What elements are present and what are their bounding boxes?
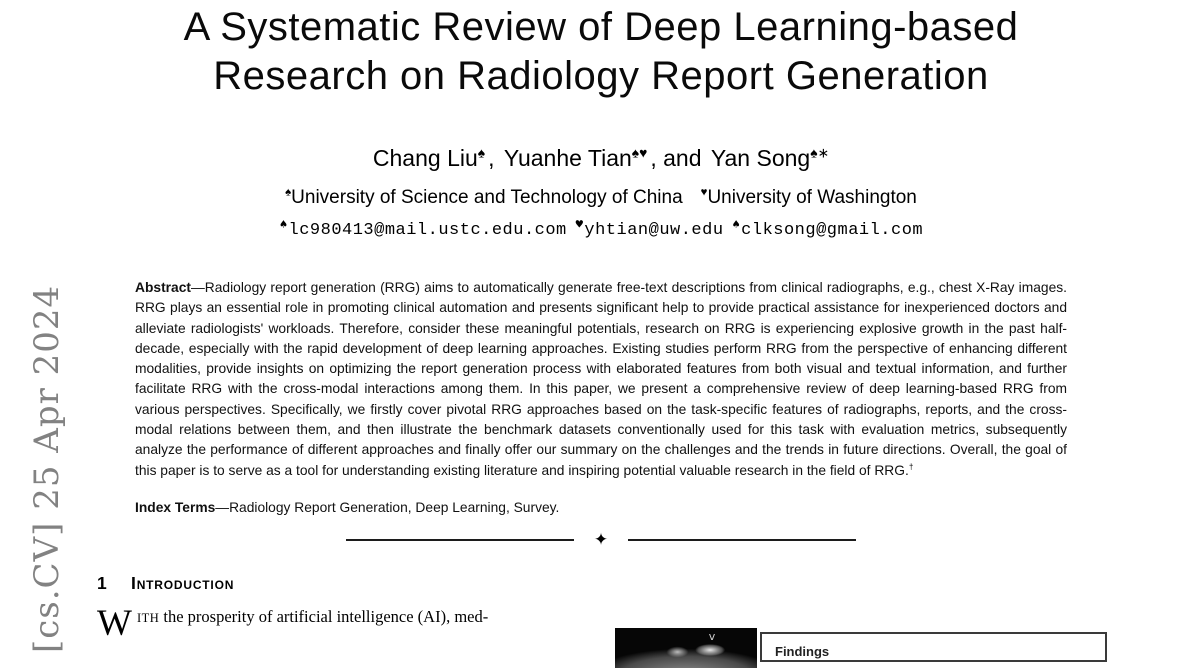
arxiv-watermark: [cs.CV] 25 Apr 2024 xyxy=(27,284,67,653)
intro-smallcaps: ITH xyxy=(136,610,160,625)
paper-title-line1: A Systematic Review of Deep Learning-based xyxy=(183,5,1019,49)
email-2: yhtian@uw.edu xyxy=(584,221,724,240)
findings-report-box xyxy=(760,632,1107,662)
affil-2: University of Washington xyxy=(707,187,917,208)
section-1-heading xyxy=(97,573,584,594)
email-1: lc980413@mail.ustc.edu.com xyxy=(288,221,567,240)
abstract-paragraph xyxy=(135,278,1067,481)
author-3-affil-marks: ♠∗ xyxy=(810,145,830,161)
intro-text: the prosperity of artificial intelligence (AI), med- xyxy=(159,606,489,626)
author-2: Yuanhe Tian xyxy=(503,145,632,171)
chest-xray-image xyxy=(615,628,757,668)
abstract-footnote-mark: † xyxy=(908,462,914,472)
affil-1-mark: ♠ xyxy=(285,186,292,199)
intro-dropcap: W xyxy=(97,602,132,644)
index-terms-line xyxy=(135,498,1067,518)
paper-page xyxy=(97,0,1105,648)
findings-label: Findings xyxy=(775,644,830,659)
abstract-label: Abstract xyxy=(135,280,191,295)
email-3: clksong@gmail.com xyxy=(741,221,924,240)
section-divider xyxy=(97,529,1105,549)
abstract-text: —Radiology report generation (RRG) aims to automatically generate free-text descriptions from clinical radiographs, e.g., chest X-Ray images. RRG plays an essential role in promoting clinical automation and presents significant help to provide practical assistance for inexperienced doctors and alleviate radiologists' workloads. Therefore, consider these meaningful potentials, research on RRG is experiencing explosive growth in the past half-decade, especially with the rapid development of deep learning approaches. Existing studies perform RRG from the perspective of enhancing different modalities, provide insights on optimizing the report generation process with elaborated features from both visual and textual information, and further facilitate RRG with the cross-modal interactions among them. In this paper, we present a comprehensive review of deep learning-based RRG from various perspectives. Specifically, we firstly cover pivotal RRG approaches based on the task-specific features of radiographs, reports, and the cross-modal relations between them, and then illustrate the benchmark datasets conventionally used for this task with evaluation metrics, subsequently analyze the performance of different approaches and finally offer our summary on the challenges and the trends in future directions. Overall, the goal of this paper is to serve as a tool for understanding existing literature and inspiring potential valuable research in the field of RRG. xyxy=(135,280,1067,478)
author-separator: , xyxy=(488,145,501,171)
author-separator: , and xyxy=(650,145,708,171)
email-3-mark: ♠ xyxy=(731,219,742,231)
author-1-affil-marks: ♠ xyxy=(477,145,486,161)
xray-marker: v xyxy=(708,630,716,643)
index-terms-label: Index Terms xyxy=(135,499,216,515)
email-1-mark: ♠ xyxy=(278,219,289,231)
left-column xyxy=(97,572,584,644)
email-2-mark: ♥ xyxy=(574,219,585,231)
author-3: Yan Song xyxy=(710,145,811,171)
paper-title xyxy=(97,3,1105,101)
section-1-number: 1 xyxy=(97,572,108,593)
author-1: Chang Liu xyxy=(372,145,478,171)
author-line xyxy=(97,145,1105,171)
index-terms-text: —Radiology Report Generation, Deep Learning, Survey. xyxy=(215,499,560,515)
section-1-title: Introduction xyxy=(131,572,235,593)
divider-rule-left xyxy=(346,539,574,541)
affil-1: University of Science and Technology of China xyxy=(291,187,683,208)
affil-2-mark: ♥ xyxy=(700,186,708,199)
affiliation-line xyxy=(97,186,1105,209)
paper-title-line2: Research on Radiology Report Generation xyxy=(213,54,989,98)
diamond-icon: ✦ xyxy=(593,529,609,549)
email-line xyxy=(97,220,1105,241)
divider-rule-right xyxy=(628,539,856,541)
author-2-affil-marks: ♠♥ xyxy=(631,145,648,161)
intro-paragraph xyxy=(97,602,584,644)
